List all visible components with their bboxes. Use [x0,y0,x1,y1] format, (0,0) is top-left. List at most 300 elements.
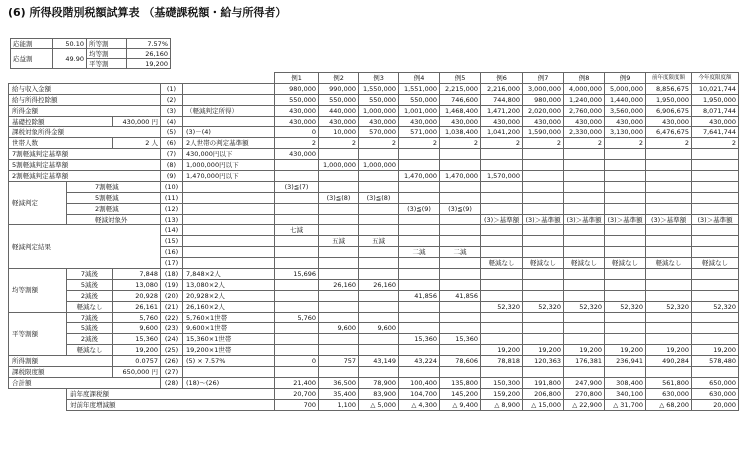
table-row [9,181,739,192]
row-label: 前年度課税額 [67,388,275,399]
value-cell: 247,900 [564,377,605,388]
value-cell [646,279,692,290]
kinto-label: 均等割 [87,49,127,59]
value-cell [319,334,359,345]
row-formula [183,181,275,192]
column-header: 今年度限度額 [692,73,739,84]
value-cell [481,279,523,290]
value-cell: 20,700 [275,388,319,399]
value-cell [481,269,523,280]
value-cell [605,192,646,203]
value-cell: 430,000 [481,116,523,127]
value-cell: 430,000 [275,116,319,127]
value-cell [564,290,605,301]
value-cell: 430,000 [275,149,319,160]
value-cell [319,247,359,258]
value-cell [399,301,440,312]
value-cell [523,247,564,258]
value-cell [564,192,605,203]
value-cell: 1,550,000 [359,83,399,94]
value-cell [359,203,399,214]
value-cell: (3)≦(8) [319,192,359,203]
header-row [9,73,739,84]
value-cell [605,247,646,258]
value-cell [481,181,523,192]
value-cell [440,269,481,280]
value-cell: 430,000 [523,116,564,127]
value-cell: 52,320 [605,301,646,312]
value-cell [275,290,319,301]
value-cell: 145,200 [440,388,481,399]
value-cell [692,312,739,323]
value-cell [605,323,646,334]
value-cell [359,149,399,160]
value-cell [523,312,564,323]
value-cell: 100,400 [399,377,440,388]
kinto-value: 26,160 [127,49,171,59]
value-cell [692,149,739,160]
row-number: (1) [161,83,183,94]
value-cell: 430,000 [440,116,481,127]
value-cell [275,160,319,171]
table-row [9,345,739,356]
row-label: 5割軽減判定基準額 [9,160,161,171]
value-cell [359,225,399,236]
table-row [9,225,739,236]
row-amount: 430,000 円 [113,116,161,127]
value-cell: 2 [399,138,440,149]
value-cell: 二減 [399,247,440,258]
value-cell: 19,200 [692,345,739,356]
value-cell: 15,696 [275,269,319,280]
value-cell [523,236,564,247]
value-cell [646,149,692,160]
row-formula: 7,848×2人 [183,269,275,280]
row-amount: 13,080 [113,279,161,290]
value-cell [319,269,359,280]
value-cell: 5,760 [275,312,319,323]
row-formula [183,225,275,236]
page-title: (6) 所得段階別税額試算表 （基礎課税額・給与所得者） [8,6,287,19]
value-cell: 570,000 [359,127,399,138]
value-cell: 430,000 [564,116,605,127]
value-cell: 3,000,000 [523,83,564,94]
value-cell [481,149,523,160]
value-cell: 430,000 [399,116,440,127]
row-number: (11) [161,192,183,203]
row-number: (3) [161,105,183,116]
value-cell [440,149,481,160]
value-cell: 430,000 [359,116,399,127]
row-formula: 1,000,000円以下 [183,160,275,171]
value-cell: 6,906,675 [646,105,692,116]
value-cell [440,258,481,269]
value-cell: 2 [523,138,564,149]
value-cell [523,269,564,280]
column-header: 例8 [564,73,605,84]
value-cell: △ 68,200 [646,399,692,410]
value-cell [399,225,440,236]
value-cell [481,203,523,214]
row-amount: 7,848 [113,269,161,280]
row-formula: 15,360×1世帯 [183,334,275,345]
column-header: 例5 [440,73,481,84]
value-cell [692,192,739,203]
shotoku-value: 7.57% [127,39,171,49]
row-amount: 15,360 [113,334,161,345]
value-cell [399,279,440,290]
value-cell [692,290,739,301]
row-formula: 13,080×2人 [183,279,275,290]
table-row [9,399,739,410]
table-row [9,127,739,138]
value-cell: 1,470,000 [440,171,481,182]
value-cell: 104,700 [399,388,440,399]
value-cell: 2 [692,138,739,149]
value-cell [275,345,319,356]
value-cell [692,236,739,247]
row-label: 2減後 [67,290,113,301]
value-cell [523,290,564,301]
table-row [9,203,739,214]
row-formula [183,116,275,127]
value-cell [646,171,692,182]
value-cell: 744,800 [481,94,523,105]
row-amount: 5,760 [113,312,161,323]
value-cell [523,279,564,290]
value-cell: 430,000 [692,116,739,127]
row-number: (24) [161,334,183,345]
value-cell: 軽減なし [564,258,605,269]
value-cell [481,192,523,203]
value-cell: 7,641,744 [692,127,739,138]
value-cell [605,181,646,192]
value-cell [399,312,440,323]
value-cell: 2,216,000 [481,83,523,94]
value-cell: 2,020,000 [523,105,564,116]
value-cell [692,269,739,280]
row-label: 2割軽減 [67,203,161,214]
table-row [9,94,739,105]
row-amount: 650,000 円 [113,367,161,378]
table-row [9,334,739,345]
row-number: (8) [161,160,183,171]
row-label: 課税対象所得金額 [9,127,161,138]
row-label: 世帯人数 [9,138,113,149]
table-row [9,269,739,280]
row-number: (14) [161,225,183,236]
value-cell [399,258,440,269]
value-cell: 550,000 [275,94,319,105]
value-cell [359,334,399,345]
value-cell [319,171,359,182]
value-cell [319,367,359,378]
row-number: (26) [161,356,183,367]
value-cell [605,236,646,247]
value-cell: 26,160 [359,279,399,290]
value-cell: 五減 [319,236,359,247]
value-cell [319,345,359,356]
row-formula: 26,160×2人 [183,301,275,312]
value-cell: 3,130,000 [605,127,646,138]
value-cell [523,323,564,334]
value-cell [481,160,523,171]
row-number: (25) [161,345,183,356]
value-cell: 78,606 [440,356,481,367]
tax-calculation-table [8,72,739,411]
value-cell: 561,800 [646,377,692,388]
value-cell: 430,000 [275,105,319,116]
value-cell [440,160,481,171]
oeki-value: 49.90 [53,49,87,69]
value-cell: 2,330,000 [564,127,605,138]
value-cell [523,181,564,192]
value-cell [399,269,440,280]
value-cell [692,160,739,171]
value-cell: 78,818 [481,356,523,367]
column-header: 例7 [523,73,564,84]
row-label: 7減後 [67,269,113,280]
value-cell: 軽減なし [481,258,523,269]
value-cell [440,323,481,334]
row-number: (9) [161,171,183,182]
value-cell [646,225,692,236]
table-row [9,312,739,323]
value-cell: 1,470,000 [399,171,440,182]
row-label: 所得割額 [9,356,113,367]
value-cell [440,181,481,192]
value-cell [440,312,481,323]
value-cell: 1,950,000 [646,94,692,105]
group-label-keigen-hantei: 軽減判定 [9,181,67,225]
value-cell: 41,856 [399,290,440,301]
row-formula [183,367,275,378]
value-cell: 19,200 [564,345,605,356]
value-cell: 1,440,000 [605,94,646,105]
row-formula: 1,470,000円以下 [183,171,275,182]
value-cell: 700 [275,399,319,410]
row-amount: 0.0757 [113,356,161,367]
value-cell [564,367,605,378]
value-cell: 52,320 [646,301,692,312]
value-cell: 206,800 [523,388,564,399]
column-header: 例1 [275,73,319,84]
value-cell [440,345,481,356]
table-row [9,388,739,399]
value-cell [564,312,605,323]
value-cell [605,203,646,214]
value-cell [523,367,564,378]
row-formula: 20,928×2人 [183,290,275,301]
row-formula [183,83,275,94]
value-cell: 8,856,675 [646,83,692,94]
value-cell [692,279,739,290]
row-label: 基礎控除額 [9,116,113,127]
value-cell [481,323,523,334]
value-cell [399,192,440,203]
row-formula: (3)－(4) [183,127,275,138]
value-cell: 2,215,000 [440,83,481,94]
value-cell: (3)＞基準額 [564,214,605,225]
row-number: (22) [161,312,183,323]
value-cell [646,367,692,378]
value-cell [440,301,481,312]
value-cell: 135,800 [440,377,481,388]
value-cell: 630,000 [692,388,739,399]
value-cell [319,258,359,269]
value-cell [692,203,739,214]
value-cell [646,236,692,247]
value-cell [440,236,481,247]
value-cell [481,290,523,301]
value-cell: (3)≦(8) [359,192,399,203]
value-cell [481,334,523,345]
row-label: 5減後 [67,279,113,290]
value-cell [319,181,359,192]
value-cell [605,149,646,160]
table-row [9,160,739,171]
value-cell [440,214,481,225]
table-row [9,138,739,149]
value-cell: 308,400 [605,377,646,388]
value-cell [523,203,564,214]
column-header: 例4 [399,73,440,84]
value-cell: 15,360 [399,334,440,345]
value-cell [564,160,605,171]
table-row [9,105,739,116]
value-cell: 七減 [275,225,319,236]
value-cell: 83,900 [359,388,399,399]
value-cell: 1,000,000 [319,160,359,171]
row-formula: 19,200×1世帯 [183,345,275,356]
value-cell [605,171,646,182]
row-number: (21) [161,301,183,312]
group-label-keigen-kekka: 軽減判定結果 [9,225,161,269]
value-cell [275,258,319,269]
value-cell: 550,000 [319,94,359,105]
value-cell: 236,941 [605,356,646,367]
value-cell [564,181,605,192]
value-cell [692,171,739,182]
row-formula [183,203,275,214]
value-cell: 2 [605,138,646,149]
row-label: 2割軽減判定基準額 [9,171,161,182]
value-cell [399,160,440,171]
row-label: 対前年度増減額 [67,399,275,410]
value-cell: 430,000 [319,116,359,127]
value-cell [564,279,605,290]
value-cell: 19,200 [605,345,646,356]
value-cell: 176,381 [564,356,605,367]
value-cell [605,312,646,323]
row-amount: 9,600 [113,323,161,334]
value-cell: (3)≦(9) [440,203,481,214]
value-cell: 36,500 [319,377,359,388]
column-header: 例3 [359,73,399,84]
value-cell: △ 8,900 [481,399,523,410]
value-cell: 5,000,000 [605,83,646,94]
row-number: (4) [161,116,183,127]
value-cell: 1,570,000 [481,171,523,182]
value-cell: 軽減なし [605,258,646,269]
value-cell [275,203,319,214]
table-row [9,214,739,225]
value-cell: 19,200 [481,345,523,356]
value-cell: (3)＞基準額 [646,214,692,225]
value-cell [359,367,399,378]
value-cell: 9,600 [359,323,399,334]
value-cell: 52,320 [692,301,739,312]
value-cell [440,225,481,236]
value-cell [646,323,692,334]
row-formula [183,192,275,203]
value-cell [692,334,739,345]
value-cell [692,247,739,258]
value-cell [319,214,359,225]
row-label: 7割軽減 [67,181,161,192]
table-row [9,323,739,334]
value-cell [605,290,646,301]
row-label: 7減後 [67,312,113,323]
oeki-label: 応益割 [11,49,53,69]
value-cell [646,269,692,280]
value-cell [359,181,399,192]
table-row [9,279,739,290]
value-cell [275,323,319,334]
value-cell: 1,240,000 [564,94,605,105]
shotoku-label: 所等割 [87,39,127,49]
value-cell: 440,000 [319,105,359,116]
row-formula [183,94,275,105]
value-cell: 430,000 [605,116,646,127]
row-formula [183,214,275,225]
row-label: 5減後 [67,323,113,334]
value-cell: 2 [440,138,481,149]
table-row [9,116,739,127]
row-label: 7割軽減判定基準額 [9,149,161,160]
value-cell: 10,021,744 [692,83,739,94]
value-cell [523,171,564,182]
row-formula: (5) × 7.57% [183,356,275,367]
value-cell [646,247,692,258]
value-cell: 43,149 [359,356,399,367]
value-cell: 2 [564,138,605,149]
value-cell [319,203,359,214]
value-cell [692,225,739,236]
heito-label: 平等割 [87,59,127,69]
value-cell: 8,071,744 [692,105,739,116]
value-cell [523,192,564,203]
value-cell [564,225,605,236]
value-cell [319,290,359,301]
value-cell: 550,000 [399,94,440,105]
value-cell [692,367,739,378]
value-cell: 19,200 [523,345,564,356]
value-cell [275,334,319,345]
value-cell: 159,200 [481,388,523,399]
table-row [9,149,739,160]
value-cell [275,214,319,225]
value-cell [359,269,399,280]
group-label-kinto: 均等割額 [9,269,67,313]
value-cell [646,160,692,171]
table-row [9,367,739,378]
value-cell: 52,320 [564,301,605,312]
value-cell [564,236,605,247]
value-cell [564,269,605,280]
value-cell [399,181,440,192]
value-cell [481,312,523,323]
